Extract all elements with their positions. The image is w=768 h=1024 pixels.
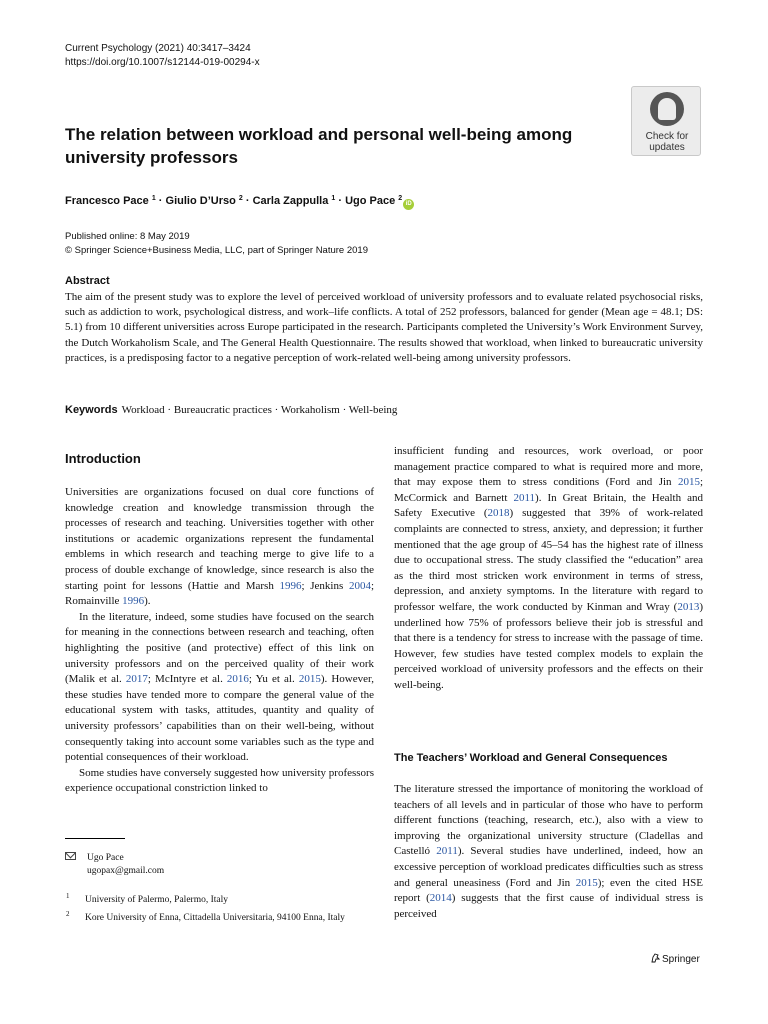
text-run: ; Jenkins bbox=[301, 579, 349, 592]
citation-link[interactable]: 1996 bbox=[122, 595, 145, 608]
author-name[interactable]: Carla Zappulla bbox=[252, 195, 332, 207]
text-run: ) underlined how 75% of professors believe their job is stressful and that there is a tendency for stress to increase with the passage of time. However, few studies have tested complex models to explain the perceived workload of university professors and the effects on their well-being. bbox=[394, 600, 703, 691]
intro-paragraph-1 bbox=[65, 485, 374, 610]
right-column bbox=[394, 444, 703, 694]
citation-link[interactable]: 2013 bbox=[677, 600, 700, 613]
keywords-label: Keywords bbox=[65, 404, 118, 416]
footnote-divider bbox=[65, 838, 125, 839]
text-run: ) suggested that 39% of work-related complaints are connected to stress, anxiety, and depression; it further mentioned that the age group of 45–54 has the highest rate of illness due to occupational stress. The study classified the “education” area as the third most stricken work environment in terms of stress, depression, and anxiety symptoms. In the literature with regard to professor welfare, the work conducted by Kinman and Wray ( bbox=[394, 507, 703, 613]
intro-paragraph-2 bbox=[65, 610, 374, 766]
introduction-heading: Introduction bbox=[65, 451, 141, 466]
author-name[interactable]: Ugo Pace bbox=[345, 195, 399, 207]
intro-paragraph-3 bbox=[65, 766, 374, 797]
citation-link[interactable]: 2014 bbox=[429, 892, 452, 905]
author-name[interactable]: Francesco Pace bbox=[65, 195, 152, 207]
mail-icon bbox=[65, 852, 76, 860]
text-run: Some studies have conversely suggested how university professors experience occupational constriction linked to bbox=[65, 766, 374, 795]
affiliation-2: Kore University of Enna, Cittadella Universitaria, 94100 Enna, Italy bbox=[85, 913, 345, 923]
abstract-text: The aim of the present study was to explore the level of perceived workload of university professors and to evaluate related psychosocial risks, such as addiction to work, psychological distress, and work–life conflicts. A total of 252 professors, balanced for gender (Mean age = 48.1; DS: 5.1) from 10 different universities across Europe participated in the research. Participants completed the University’s Work Environment Survey, the Dutch Workaholism Scale, and The General Health Questionnaire. The results showed that workload, when linked to bureaucratic university practices, is a predisposing factor to a negative perception of work-related well-being among university professors. bbox=[65, 291, 703, 364]
text-run: In the literature, indeed, some studies have focused on the search for meaning in the connections between research and teaching, often highlighting the positive (and protective) effect of this link on university professors and on the perceived quality of their work (Malik et al. bbox=[65, 610, 374, 686]
left-column bbox=[65, 485, 374, 797]
section-heading-workload: The Teachers’ Workload and General Consequences bbox=[394, 752, 668, 764]
affiliation-1: University of Palermo, Palermo, Italy bbox=[85, 895, 228, 905]
text-run: ); even the cited HSE report ( bbox=[394, 876, 703, 905]
author-affiliation-number: 1 bbox=[331, 195, 336, 202]
contact-name: Ugo Pace bbox=[87, 853, 124, 863]
citation-link[interactable]: 2011 bbox=[513, 491, 536, 504]
citation-link[interactable]: 2016 bbox=[226, 673, 249, 686]
citation-link[interactable]: 2017 bbox=[125, 673, 148, 686]
citation-link[interactable]: 2015 bbox=[677, 476, 700, 489]
affiliation-1-number: 1 bbox=[66, 892, 70, 900]
citation-link[interactable]: 2011 bbox=[436, 845, 458, 858]
author-separator: · bbox=[335, 195, 346, 207]
keywords-list: Workload · Bureaucratic practices · Workaholism · Well-being bbox=[121, 404, 398, 416]
right-paragraph-2 bbox=[394, 782, 703, 922]
text-run: ). bbox=[144, 595, 151, 608]
citation-link[interactable]: 2015 bbox=[298, 673, 321, 686]
doi-link[interactable]: https://doi.org/10.1007/s12144-019-00294-x bbox=[65, 57, 260, 68]
text-run: ). In Great Britain, the Health and Safety Executive ( bbox=[394, 491, 703, 520]
journal-citation: Current Psychology (2021) 40:3417–3424 bbox=[65, 43, 251, 54]
citation-link[interactable]: 2015 bbox=[575, 876, 598, 889]
right-paragraph-1 bbox=[394, 444, 703, 694]
publication-date: Published online: 8 May 2019 bbox=[65, 231, 190, 242]
abstract-heading: Abstract bbox=[65, 275, 110, 287]
text-run: ) suggests that the first cause of individual stress is perceived bbox=[394, 892, 703, 920]
author-separator: · bbox=[155, 195, 166, 207]
text-run: Universities are organizations focused on dual core functions of knowledge creation and knowledge transmission through the processes of research and teaching. Universities together with other institutions or academic organizations represent the fundamental emblems in which research and teaching merge to give life to a process of double exchange of knowledge, since research is also the starting point for lessons (Hattie and Marsh bbox=[65, 486, 374, 592]
publisher-logo bbox=[651, 953, 700, 966]
text-run: ). However, these studies have tended more to compare the general value of the educational system with tasks, attitudes, quantity and quality of university professors’ capabilities than on their well-being, without consequently taking into account some variables such as the type and potential consequences of their workload. bbox=[65, 673, 374, 764]
keywords bbox=[65, 403, 397, 417]
citation-link[interactable]: 2018 bbox=[487, 507, 510, 520]
author-separator: · bbox=[242, 195, 253, 207]
text-run: ; McCormick and Barnett bbox=[394, 476, 703, 504]
publisher-name: Springer bbox=[662, 954, 700, 965]
text-run: ; McIntyre et al. bbox=[147, 673, 227, 686]
text-run: ; Yu et al. bbox=[248, 673, 299, 686]
text-run: ). Several studies have underlined, indeed, how an excessive perception of workload predicates difficulties such as stress and general uneasiness (Ford and Jin bbox=[394, 845, 703, 889]
author-affiliation-number: 2 bbox=[398, 195, 403, 202]
text-run: ; Romainville bbox=[65, 579, 374, 608]
author-affiliation-number: 1 bbox=[151, 195, 156, 202]
badge-line-2: updates bbox=[649, 142, 685, 153]
author-list bbox=[65, 192, 414, 210]
orcid-icon[interactable]: iD bbox=[403, 199, 414, 210]
check-for-updates-icon bbox=[650, 92, 684, 126]
contact-email-link[interactable]: ugopax@gmail.com bbox=[87, 866, 165, 876]
text-run: insufficient funding and resources, work overload, or poor management practice compared to what is required more and more, that may expose them to stress conditions (Ford and Jin bbox=[394, 445, 703, 489]
author-affiliation-number: 2 bbox=[238, 195, 243, 202]
citation-link[interactable]: 1996 bbox=[279, 579, 302, 592]
right-column-lower bbox=[394, 782, 703, 922]
citation-link[interactable]: 2004 bbox=[348, 579, 371, 592]
paper-title: The relation between workload and personal well-being among university professors bbox=[65, 125, 573, 167]
affiliation-2-number: 2 bbox=[66, 910, 70, 918]
copyright-notice: © Springer Science+Business Media, LLC, part of Springer Nature 2019 bbox=[65, 245, 368, 256]
badge-line-1: Check for bbox=[645, 131, 689, 142]
springer-horse-icon bbox=[651, 953, 660, 963]
author-name[interactable]: Giulio D’Urso bbox=[165, 195, 239, 207]
text-run: The literature stressed the importance of monitoring the workload of teachers of all levels and in particular of those who have to perform different functions (teaching, research, etc.), also with a view to improving the organizational university structure (Cladellas and Castelló bbox=[394, 783, 703, 858]
check-for-updates-button[interactable] bbox=[631, 86, 701, 156]
